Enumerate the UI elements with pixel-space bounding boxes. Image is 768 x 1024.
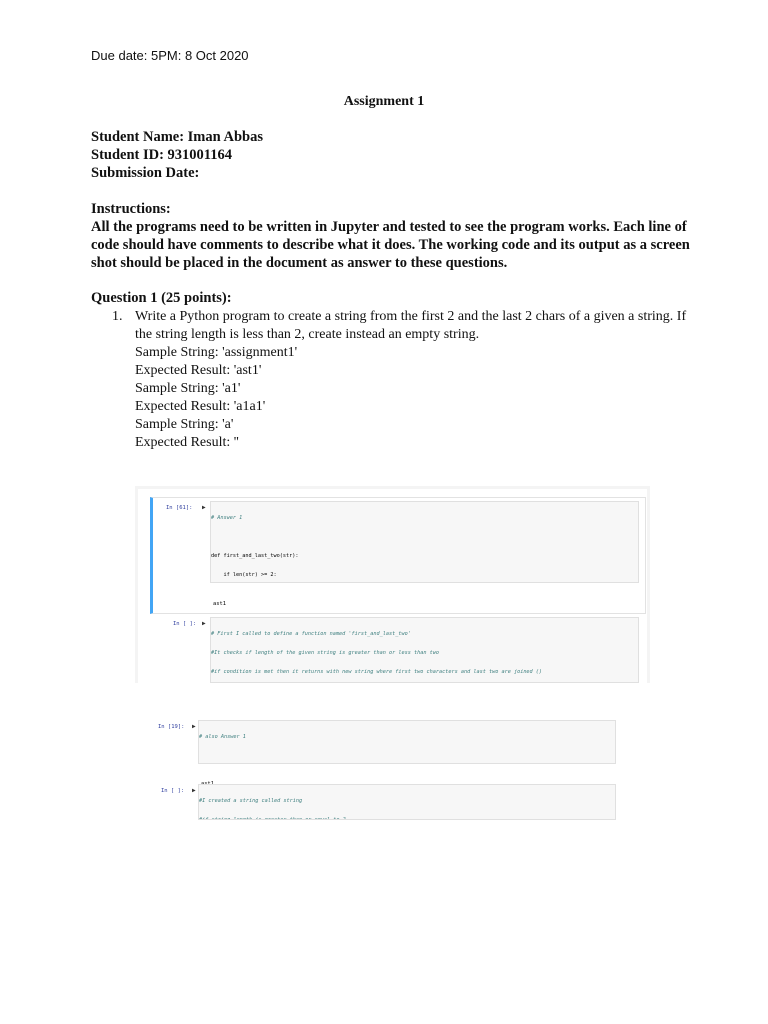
cell-prompt: In [ ]: bbox=[161, 788, 185, 794]
sample-line: Sample String: 'a1' bbox=[135, 381, 241, 396]
jupyter-screenshot-2 bbox=[150, 716, 618, 822]
code-line: #It checks if length of the given string is greater than or less than two bbox=[211, 650, 439, 657]
code-line: #if condition is met then it returns with new string where first two characters and last two are joined () bbox=[211, 669, 543, 676]
run-cell-icon[interactable]: ▶ bbox=[202, 504, 206, 511]
sample-line: Expected Result: 'ast1' bbox=[135, 363, 262, 378]
submission-date: Submission Date: bbox=[91, 165, 200, 181]
question-1-heading: Question 1 (25 points): bbox=[91, 290, 232, 306]
due-date: Due date: 5PM: 8 Oct 2020 bbox=[91, 48, 249, 63]
instructions-body: All the programs need to be written in Jupyter and tested to see the program works. Each line of code should have comments to describe what it does. The working code and its output as a screen shot should be placed in the document as answer to these questions. bbox=[91, 219, 690, 271]
cell-prompt: In [61]: bbox=[166, 505, 193, 511]
code-line: #I created a string called string bbox=[199, 797, 303, 804]
code-line bbox=[199, 753, 615, 759]
student-id: Student ID: 931001164 bbox=[91, 147, 232, 163]
code-line bbox=[199, 817, 615, 820]
sample-line: Expected Result: '' bbox=[135, 435, 239, 450]
code-line bbox=[211, 534, 638, 540]
instructions-heading: Instructions: bbox=[91, 201, 171, 217]
notebook-area bbox=[138, 489, 647, 683]
student-info bbox=[91, 128, 263, 182]
question-number: 1. bbox=[112, 309, 123, 324]
student-name: Student Name: Iman Abbas bbox=[91, 129, 264, 145]
sample-line: Sample String: 'assignment1' bbox=[135, 345, 298, 360]
code-cell-input[interactable] bbox=[210, 617, 639, 683]
code-line: def first_and_last_two(str): bbox=[211, 553, 299, 560]
sample-line: Expected Result: 'a1a1' bbox=[135, 399, 266, 414]
code-cell-input[interactable] bbox=[198, 784, 616, 820]
sample-list bbox=[112, 344, 692, 452]
code-cell-input[interactable] bbox=[210, 501, 639, 583]
run-cell-icon[interactable]: ▶ bbox=[202, 620, 206, 627]
code-line: if len(str) >= 2: bbox=[211, 572, 277, 579]
jupyter-screenshot-1 bbox=[135, 486, 650, 683]
code-line: # also Answer 1 bbox=[199, 733, 246, 740]
instructions bbox=[91, 200, 691, 272]
run-cell-icon[interactable]: ▶ bbox=[192, 723, 196, 730]
code-cell-input[interactable] bbox=[198, 720, 616, 764]
run-cell-icon[interactable]: ▶ bbox=[192, 787, 196, 794]
cell-prompt: In [19]: bbox=[158, 724, 185, 730]
code-line: # First I called to define a function named 'first_and_last_two' bbox=[211, 630, 411, 637]
cell-prompt: In [ ]: bbox=[173, 621, 197, 627]
question-1-body bbox=[112, 308, 692, 452]
output-line: ast1 bbox=[213, 600, 226, 607]
sample-line: Sample String: 'a' bbox=[135, 417, 234, 432]
question-text: Write a Python program to create a string from the first 2 and the last 2 chars of a given a string. If the string length is less than 2, create instead an empty string. bbox=[135, 309, 687, 342]
assignment-title: Assignment 1 bbox=[343, 94, 425, 109]
code-line: # Answer 1 bbox=[211, 514, 243, 521]
